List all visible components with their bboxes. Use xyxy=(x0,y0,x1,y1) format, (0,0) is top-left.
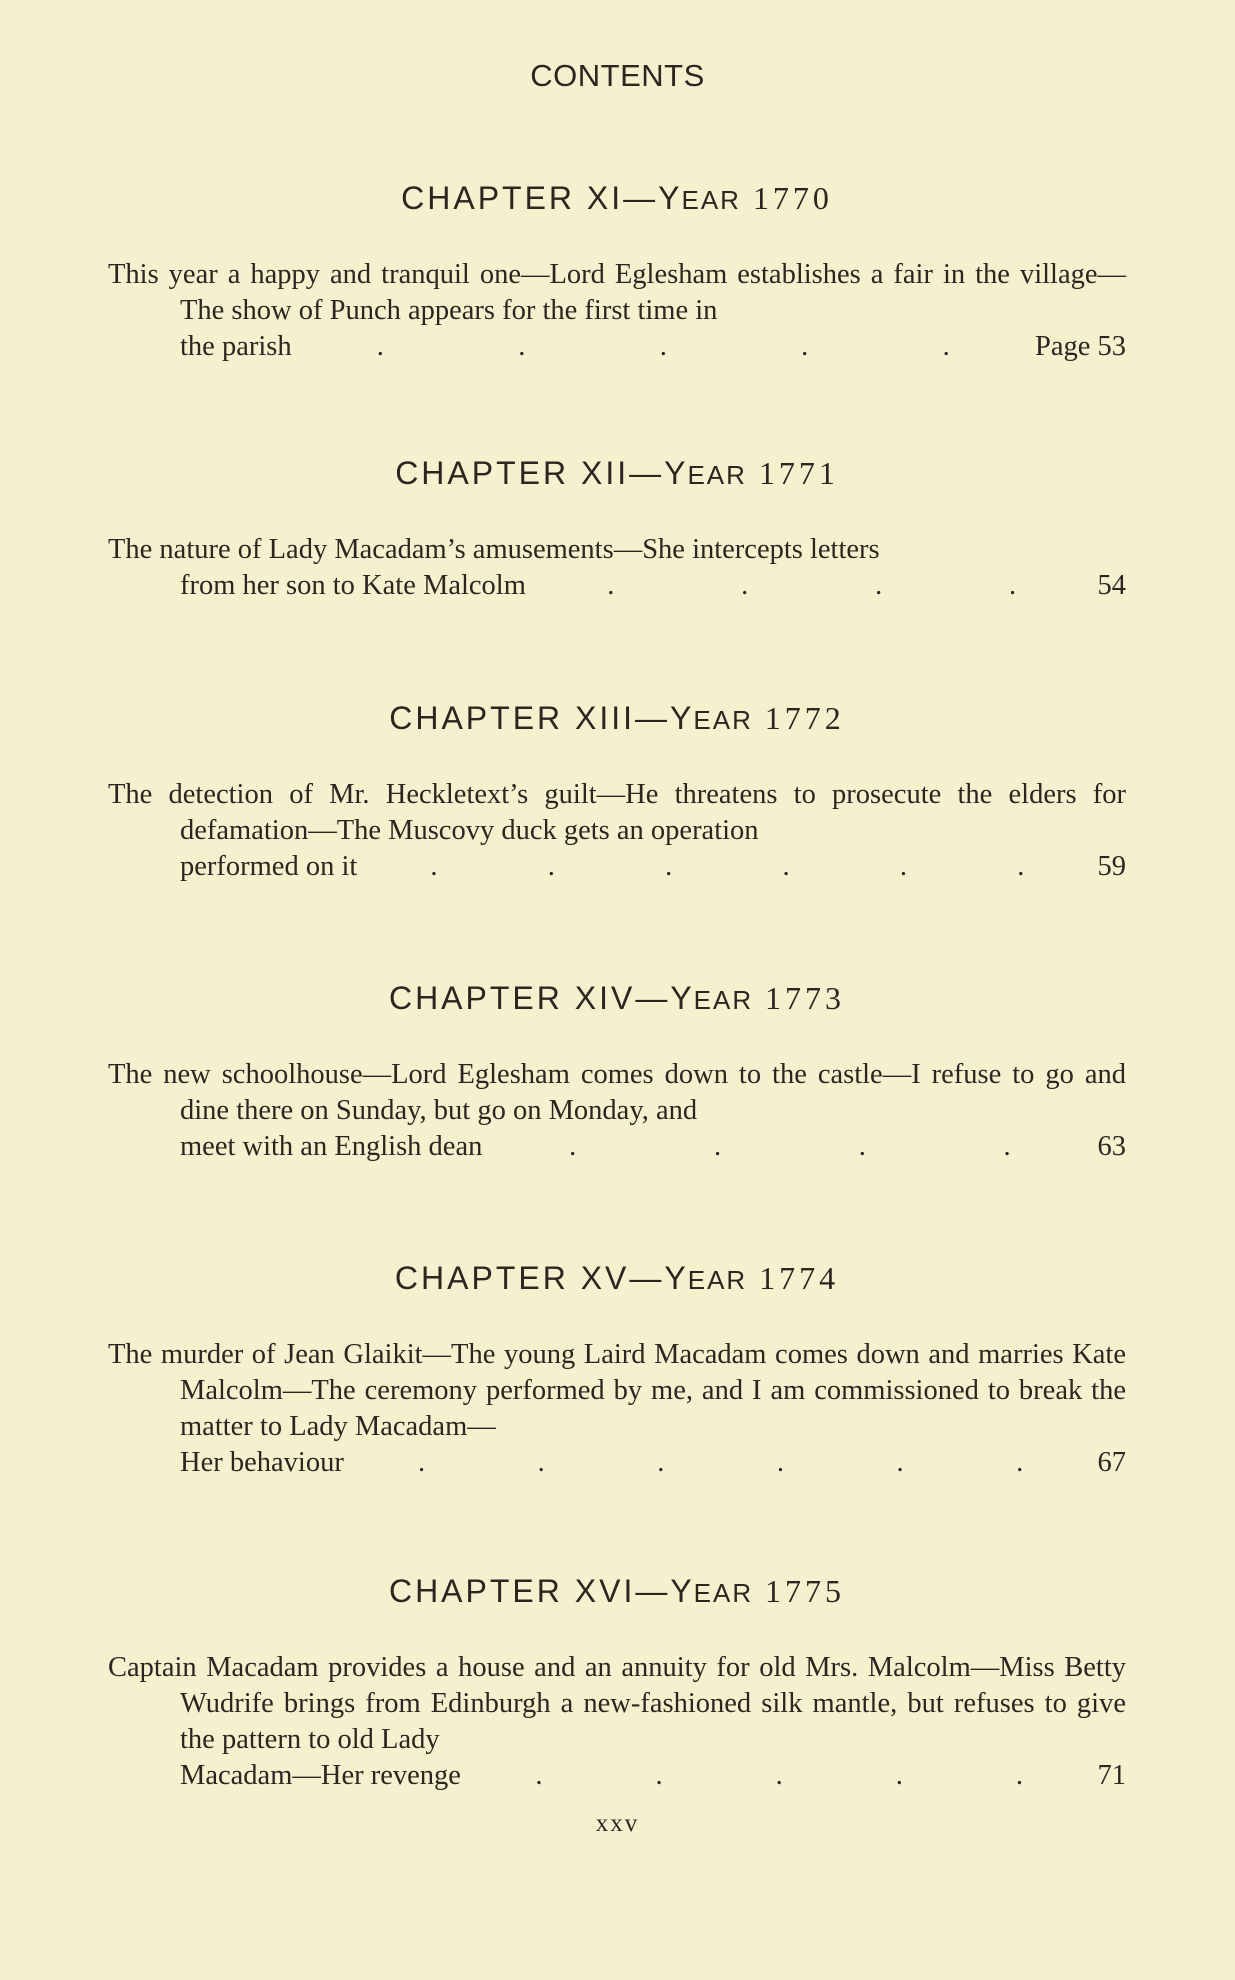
chapter-label: CHAPTER XIII— xyxy=(389,700,671,736)
chapter-summary: The nature of Lady Macadam’s amusements—She intercepts letters from her son to Kate Malcolm . . . . 54 xyxy=(108,532,1126,604)
chapter-year: 1772 xyxy=(764,700,845,736)
chapter-entry xyxy=(108,980,1126,1165)
chapter-label: CHAPTER XII— xyxy=(395,455,665,491)
page-reference: 59 xyxy=(1097,851,1126,882)
chapter-year: 1770 xyxy=(752,180,833,216)
chapter-entry xyxy=(108,700,1126,885)
chapter-heading xyxy=(108,180,1126,217)
summary-last-line: meet with an English dean . . . . 63 xyxy=(180,1129,1126,1165)
page-reference: 71 xyxy=(1097,1760,1126,1791)
summary-last-line: Her behaviour . . . . . . 67 xyxy=(180,1445,1126,1481)
chapter-entry xyxy=(108,180,1126,365)
chapter-label: CHAPTER XIV— xyxy=(388,980,671,1016)
chapter-label: CHAPTER XV— xyxy=(394,1260,665,1296)
chapter-heading xyxy=(108,980,1126,1017)
chapter-heading xyxy=(108,455,1126,492)
chapter-heading xyxy=(108,1260,1126,1297)
chapter-summary: The detection of Mr. Heckletext’s guilt—He threatens to prosecute the elders for defamation—The Muscovy duck gets an operation performed on it . . . . . . 59 xyxy=(108,777,1126,885)
chapter-year: 1775 xyxy=(765,1573,846,1609)
year-word: YEAR xyxy=(664,1260,748,1296)
page-folio: xxv xyxy=(595,1810,640,1837)
chapter-summary: Captain Macadam provides a house and an annuity for old Mrs. Malcolm—Miss Betty Wudrife brings from Edinburgh a new-fashioned silk mantle, but refuses to give the pattern to old Lady Macadam—Her revenge . . . . . 71 xyxy=(108,1650,1126,1794)
chapter-entry xyxy=(108,1260,1126,1481)
chapter-heading xyxy=(108,1573,1126,1610)
year-word: YEAR xyxy=(658,180,741,216)
chapter-summary: This year a happy and tranquil one—Lord Eglesham establishes a fair in the village—The show of Punch appears for the first time in the parish . . . . . Page 53 xyxy=(108,257,1126,365)
year-word: YEAR xyxy=(670,980,754,1016)
summary-last-line: the parish . . . . . Page 53 xyxy=(180,329,1126,365)
page-reference: Page 53 xyxy=(1034,331,1126,362)
chapter-summary: The new schoolhouse—Lord Eglesham comes down to the castle—I refuse to go and dine there on Sunday, but go on Monday, and meet with an English dean . . . . 63 xyxy=(108,1057,1126,1165)
running-head: CONTENTS xyxy=(530,58,705,93)
chapter-year: 1773 xyxy=(765,980,846,1016)
chapter-entry xyxy=(108,1573,1126,1794)
chapter-entry xyxy=(108,455,1126,604)
chapter-label: CHAPTER XI— xyxy=(401,180,659,216)
chapter-summary: The murder of Jean Glaikit—The young Laird Macadam comes down and marries Kate Malcolm—The ceremony performed by me, and I am commissioned to break the matter to Lady Macadam— Her behaviour . . . . . . 67 xyxy=(108,1337,1126,1481)
summary-last-line: Macadam—Her revenge . . . . . 71 xyxy=(180,1758,1126,1794)
chapter-heading xyxy=(108,700,1126,737)
chapter-year: 1771 xyxy=(758,455,839,491)
page-reference: 63 xyxy=(1097,1131,1126,1162)
summary-last-line: from her son to Kate Malcolm . . . . 54 xyxy=(180,568,1126,604)
page-reference: 54 xyxy=(1097,570,1126,601)
year-word: YEAR xyxy=(670,1573,754,1609)
chapter-label: CHAPTER XVI— xyxy=(388,1573,671,1609)
year-word: YEAR xyxy=(664,455,747,491)
chapter-year: 1774 xyxy=(759,1260,840,1296)
page-reference: 67 xyxy=(1097,1447,1126,1478)
year-word: YEAR xyxy=(670,700,753,736)
summary-last-line: performed on it . . . . . . 59 xyxy=(180,849,1126,885)
